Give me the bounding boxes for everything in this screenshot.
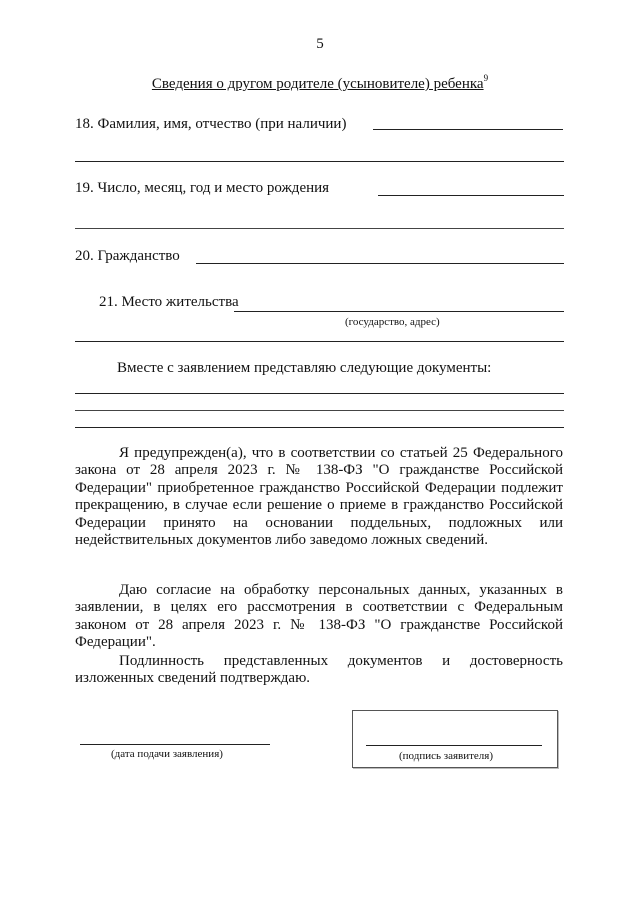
field-full-name-continuation-line[interactable] (75, 161, 564, 162)
field-full-name-label: 18. Фамилия, имя, отчество (при наличии) (75, 116, 347, 132)
documents-line-1[interactable] (75, 393, 564, 394)
field-citizenship-label: 20. Гражданство (75, 248, 180, 264)
documents-line-3[interactable] (75, 427, 564, 428)
documents-label: Вместе с заявлением представляю следующие документы: (117, 360, 492, 376)
field-residence-continuation-line[interactable] (75, 341, 564, 342)
date-caption: (дата подачи заявления) (111, 748, 223, 760)
date-input-line[interactable] (80, 744, 270, 745)
field-birth-continuation-line[interactable] (75, 228, 564, 229)
section-title (0, 73, 640, 93)
field-full-name-input-line[interactable] (373, 129, 563, 130)
field-birth-input-line[interactable] (378, 195, 564, 196)
page-number: 5 (316, 36, 324, 52)
signature-input-line[interactable] (366, 745, 542, 746)
consent-paragraph: Даю согласие на обработку персональных данных, указанных в заявлении, в целях его рассмотрения в соответствии с Федеральным законом от 28 апреля 2023 г. № 138-ФЗ "О гражданстве Российской Федерации". (75, 582, 563, 651)
field-residence-input-line[interactable] (234, 311, 564, 312)
signature-caption: (подпись заявителя) (399, 750, 494, 762)
field-residence-hint: (государство, адрес) (345, 316, 440, 328)
field-birth-label: 19. Число, месяц, год и место рождения (75, 180, 330, 196)
field-citizenship-input-line[interactable] (196, 263, 564, 264)
authenticity-paragraph: Подлинность представленных документов и достоверность изложенных сведений подтверждаю. (75, 653, 563, 687)
warning-paragraph: Я предупрежден(а), что в соответствии со статьей 25 Федерального закона от 28 апреля 2023 г. № 138-ФЗ "О гражданстве Российской Федерации" приобретенное гражданство Российской Федерации подлежит прекращению, в случае если решение о приеме в гражданство Российской Федерации принято на основании поддельных, подложных или недействительных документов либо заведомо ложных сведений. (75, 445, 563, 549)
section-title-text: Сведения о другом родителе (усыновителе) ребенка (151, 76, 484, 92)
documents-line-2[interactable] (75, 410, 564, 411)
footnote-mark: 9 (483, 73, 489, 83)
field-residence-label: 21. Место жительства (99, 294, 239, 310)
